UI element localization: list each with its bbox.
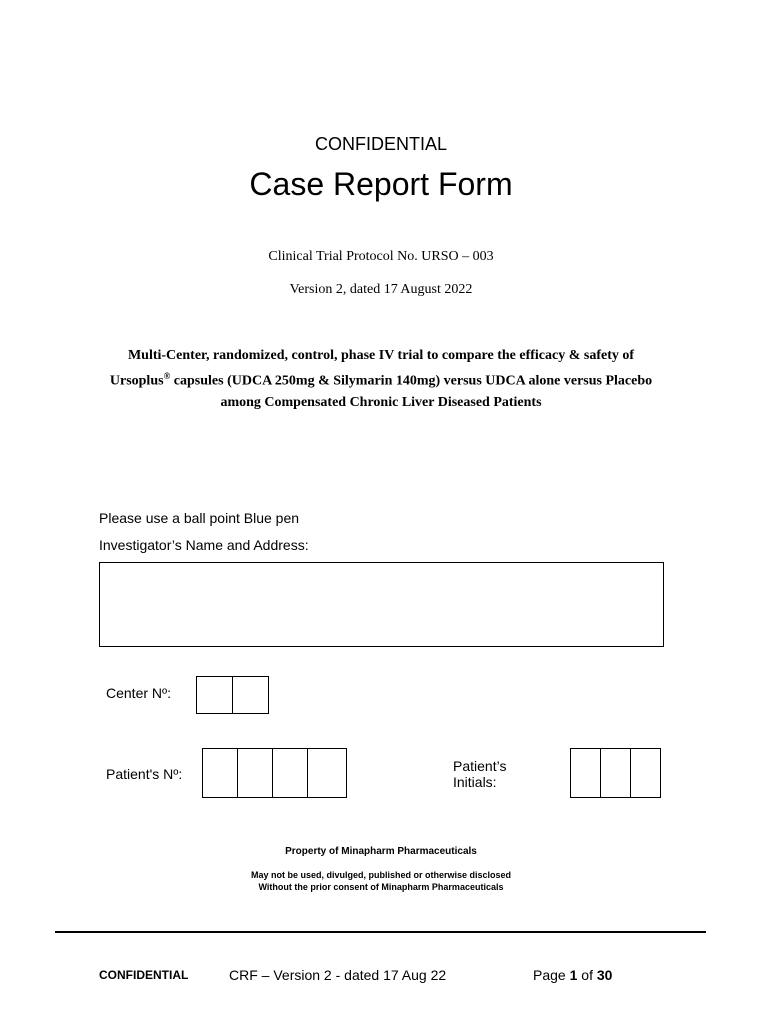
investigator-label: Investigator’s Name and Address:: [99, 537, 309, 553]
investigator-address-field[interactable]: [99, 562, 664, 647]
patient-initial-1[interactable]: [571, 749, 601, 797]
patient-number-field: [202, 748, 347, 798]
center-number-field: [196, 676, 269, 714]
patient-initials-label-line2: Initials:: [453, 774, 497, 790]
patient-initials-field: [570, 748, 661, 798]
footer-version: CRF – Version 2 - dated 17 Aug 22: [229, 967, 447, 983]
patient-number-digit-3[interactable]: [273, 749, 308, 797]
page-prefix: Page: [533, 967, 570, 983]
registered-mark: ®: [163, 371, 171, 381]
patient-number-digit-2[interactable]: [238, 749, 273, 797]
page-total: 30: [596, 967, 613, 983]
center-number-digit-2[interactable]: [233, 677, 268, 713]
page-of: of: [577, 967, 597, 983]
pen-instruction: Please use a ball point Blue pen: [99, 510, 300, 526]
trial-title-part1: Multi-Center, randomized, control, phase IV trial to compare the efficacy & safety of Ursoplus: [109, 348, 635, 389]
patient-number-digit-1[interactable]: [203, 749, 238, 797]
patient-number-label: Patient's Nº:: [106, 766, 183, 782]
page-current: 1: [569, 967, 578, 983]
version-line: Version 2, dated 17 August 2022: [289, 282, 473, 297]
disclosure-notice-line2: Without the prior consent of Minapharm Pharmaceuticals: [258, 882, 504, 892]
footer-divider: [55, 931, 706, 933]
protocol-number: Clinical Trial Protocol No. URSO – 003: [268, 249, 494, 264]
trial-title-part2: capsules (UDCA 250mg & Silymarin 140mg) versus UDCA alone versus Placebo among Compensated Chronic Liver Diseased Patients: [170, 373, 653, 410]
patient-initial-3[interactable]: [631, 749, 660, 797]
property-notice: Property of Minapharm Pharmaceuticals: [285, 846, 477, 857]
center-number-label: Center Nº:: [106, 685, 172, 701]
center-number-digit-1[interactable]: [197, 677, 233, 713]
disclosure-notice-line1: May not be used, divulged, published or otherwise disclosed: [250, 870, 512, 880]
patient-initials-label: [453, 758, 506, 790]
confidential-heading: CONFIDENTIAL: [314, 134, 447, 154]
trial-title: [100, 345, 662, 413]
page-title: Case Report Form: [249, 166, 513, 202]
footer-page-number: [533, 967, 612, 983]
patient-initial-2[interactable]: [601, 749, 631, 797]
patient-number-digit-4[interactable]: [308, 749, 346, 797]
footer-confidential: CONFIDENTIAL: [99, 968, 189, 982]
patient-initials-label-line1: Patient’s: [453, 758, 507, 774]
